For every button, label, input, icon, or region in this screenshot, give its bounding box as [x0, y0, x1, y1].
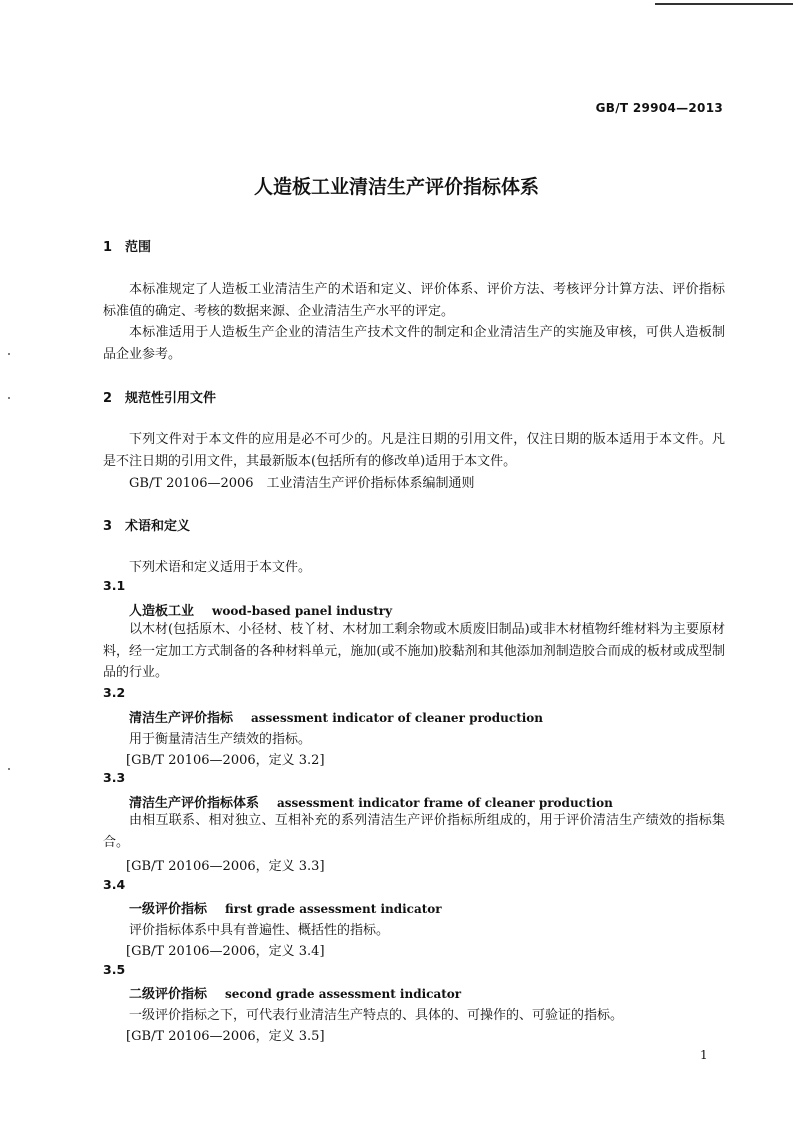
definition-term — [129, 792, 613, 811]
section-title: 规范性引用文件 — [125, 391, 217, 406]
standard-code: GB/T 29904—2013 — [595, 101, 723, 115]
definition-number: 3.3 — [103, 770, 126, 785]
document-title: 人造板工业清洁生产评价指标体系 — [253, 176, 539, 198]
term-zh: 二级评价指标 — [129, 987, 208, 1002]
definition-number: 3.1 — [103, 578, 126, 593]
definition-source: [GB/T 20106—2006，定义 3.5] — [126, 1029, 325, 1044]
definition-source: [GB/T 20106—2006，定义 3.4] — [126, 944, 325, 959]
section-number: 3 — [103, 519, 113, 534]
definition-number: 3.5 — [103, 962, 126, 977]
scan-speck — [8, 397, 10, 399]
scan-speck — [8, 768, 10, 770]
paragraph: 下列术语和定义适用于本文件。 — [129, 560, 312, 575]
normative-reference: GB/T 20106—2006 工业清洁生产评价指标体系编制通则 — [129, 476, 475, 491]
paragraph: 下列文件对于本文件的应用是必不可少的。凡是注日期的引用文件，仅注日期的版本适用于本文件。凡是不注日期的引用文件，其最新版本(包括所有的修改单)适用于本文件。 — [103, 432, 725, 469]
section-number: 2 — [103, 391, 113, 406]
term-en: first grade assessment indicator — [225, 902, 442, 916]
page-number: 1 — [700, 1048, 708, 1062]
scan-speck — [8, 353, 10, 355]
definition-text: 以木材(包括原木、小径材、枝丫材、木材加工剩余物或木质废旧制品)或非木材植物纤维材料为主要原材料，经一定加工方式制备的各种材料单元，施加(或不施加)胶黏剂和其他添加剂制造胶合而成的板材或成型制品的行业。 — [103, 622, 725, 680]
section-title: 术语和定义 — [125, 519, 191, 534]
top-rule — [655, 3, 793, 5]
section-title: 范围 — [125, 240, 152, 255]
definition-text: 用于衡量清洁生产绩效的指标。 — [129, 732, 312, 747]
definition-text: 由相互联系、相对独立、互相补充的系列清洁生产评价指标所组成的，用于评价清洁生产绩效的指标集合。 — [103, 813, 725, 850]
paragraph: 本标准适用于人造板生产企业的清洁生产技术文件的制定和企业清洁生产的实施及审核，可供人造板制品企业参考。 — [103, 325, 725, 362]
paragraph: 本标准规定了人造板工业清洁生产的术语和定义、评价体系、评价方法、考核评分计算方法、评价指标标准值的确定、考核的数据来源、企业清洁生产水平的评定。 — [103, 282, 725, 319]
term-en: assessment indicator frame of cleaner production — [277, 796, 613, 810]
term-zh: 清洁生产评价指标体系 — [129, 796, 260, 811]
definition-source: [GB/T 20106—2006，定义 3.3] — [126, 859, 325, 874]
term-en: second grade assessment indicator — [225, 987, 462, 1001]
term-zh: 一级评价指标 — [129, 902, 208, 917]
definition-term — [129, 600, 392, 619]
term-zh: 清洁生产评价指标 — [129, 711, 234, 726]
term-zh: 人造板工业 — [129, 604, 195, 619]
definition-term — [129, 707, 543, 726]
definition-text: 评价指标体系中具有普遍性、概括性的指标。 — [129, 923, 390, 938]
section-heading-normative-references — [103, 387, 216, 406]
term-en: assessment indicator of cleaner production — [251, 711, 544, 725]
definition-number: 3.2 — [103, 685, 126, 700]
section-number: 1 — [103, 240, 113, 255]
section-heading-terms-definitions — [103, 515, 190, 534]
definition-text: 一级评价指标之下，可代表行业清洁生产特点的、具体的、可操作的、可验证的指标。 — [129, 1008, 624, 1023]
section-heading-scope — [103, 236, 151, 255]
definition-number: 3.4 — [103, 877, 126, 892]
definition-term — [129, 983, 461, 1002]
definition-term — [129, 898, 442, 917]
definition-source: [GB/T 20106—2006，定义 3.2] — [126, 753, 325, 768]
term-en: wood-based panel industry — [212, 604, 393, 618]
